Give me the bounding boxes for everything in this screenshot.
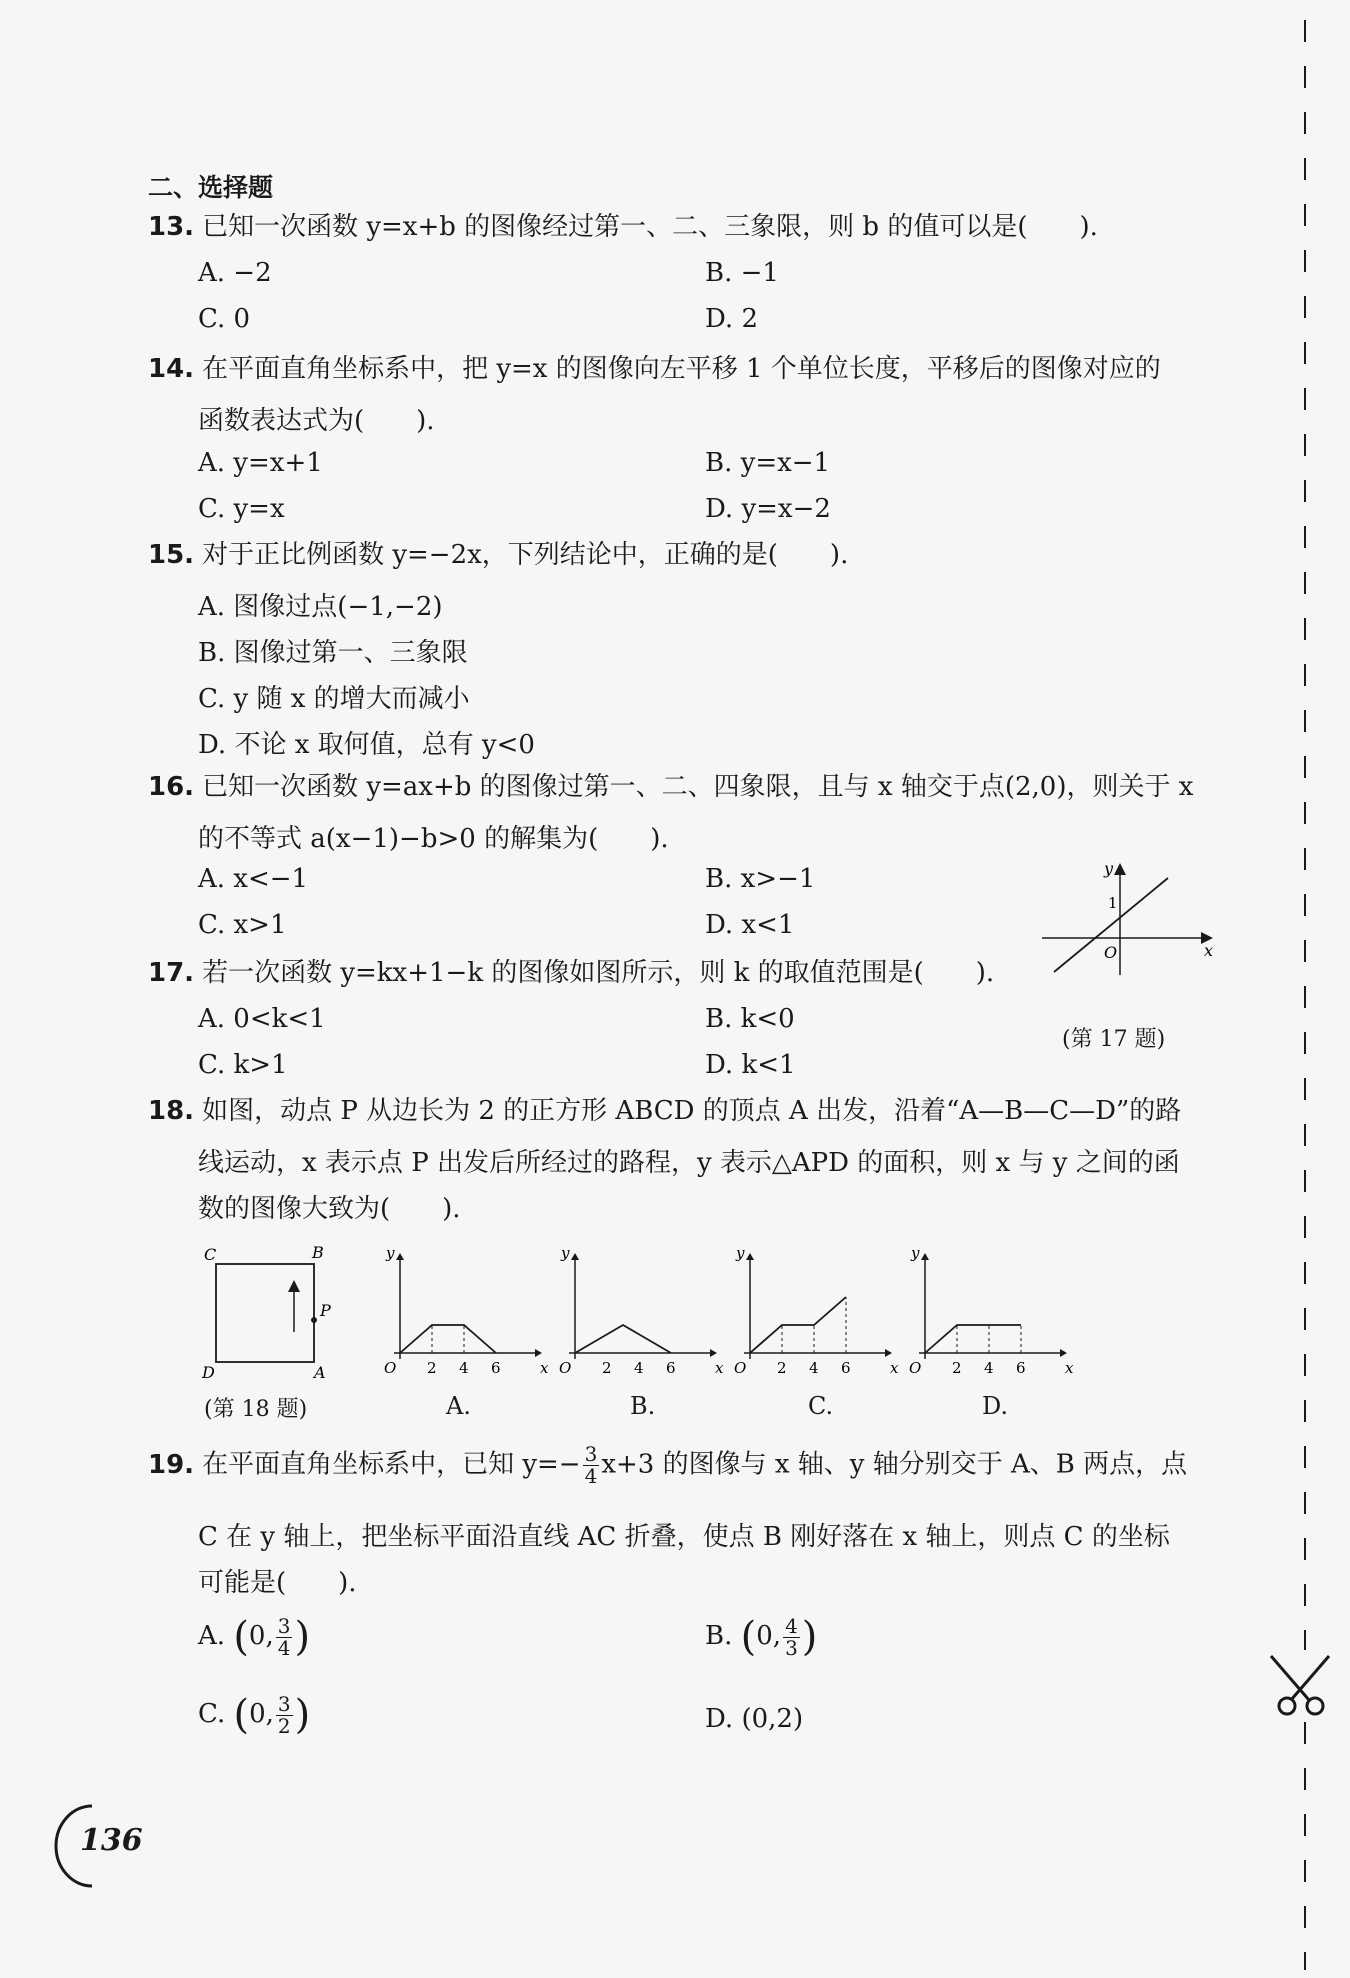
question-text-line3: 数的图像大致为( ). <box>198 1194 461 1224</box>
option-a: A. 0<k<1 <box>198 1004 326 1034</box>
denominator: 4 <box>277 1635 291 1660</box>
option-b: B. y=x−1 <box>705 448 831 478</box>
question-text-pre: 在平面直角坐标系中，已知 y=− <box>202 1449 581 1480</box>
option-value: 0, <box>756 1621 782 1651</box>
question-text-post: x+3 的图像与 x 轴、y 轴分别交于 A、B 两点，点 <box>601 1449 1188 1480</box>
x-axis-arrow <box>885 1349 892 1357</box>
option-d: D. 不论 x 取何值，总有 y<0 <box>198 730 535 760</box>
denominator: 3 <box>785 1635 798 1660</box>
tick-label: 6 <box>666 1359 676 1377</box>
option-b: B. (0, $\frac{4}{3}$ ) <box>705 1613 818 1660</box>
fraction <box>276 1613 293 1660</box>
x-axis-arrow <box>535 1349 542 1357</box>
tick-label: 6 <box>491 1359 501 1377</box>
origin-label: O <box>909 1359 922 1377</box>
q17-caption: (第 17 题) <box>1062 1027 1166 1052</box>
question-text: 对于正比例函数 y=−2x，下列结论中，正确的是( ). <box>202 540 849 570</box>
option-c: C. x>1 <box>198 910 287 940</box>
numerator: 3 <box>277 1613 291 1638</box>
option-a: A. (0, $\frac{3}{4}$ ) <box>198 1613 311 1660</box>
option-label: A. <box>198 1621 226 1651</box>
option-c: C. 0 <box>198 304 251 334</box>
question-number: 13. <box>148 212 195 242</box>
option-b: B. x>−1 <box>705 864 816 894</box>
question-number: 18. <box>148 1096 195 1126</box>
question-text-line2: 线运动，x 表示点 P 出发后所经过的路程，y 表示△APD 的面积，则 x 与 y 之间的函 <box>198 1148 1180 1178</box>
fraction <box>783 1613 800 1660</box>
x-label: x <box>1204 941 1214 960</box>
tick-label: 6 <box>841 1359 851 1377</box>
x-axis-label: x <box>715 1359 724 1377</box>
question-number: 16. <box>148 772 195 802</box>
point-p <box>311 1317 317 1323</box>
option-value: 0, <box>249 1699 274 1729</box>
option-value: 0, <box>248 1621 274 1651</box>
question-number: 14. <box>148 354 195 384</box>
label-d: D <box>202 1363 215 1380</box>
x-axis-label: x <box>890 1359 899 1377</box>
question-text-line2: 的不等式 a(x−1)−b>0 的解集为( ). <box>198 824 669 854</box>
x-axis-label: x <box>540 1359 549 1377</box>
tick-label: 4 <box>459 1359 469 1377</box>
function-graph <box>575 1325 671 1353</box>
question-number: 19. <box>148 1449 195 1480</box>
numerator: 3 <box>584 1442 598 1466</box>
question-text-line1: 已知一次函数 y=ax+b 的图像过第一、二、四象限，且与 x 轴交于点(2,0)，则关于 x <box>202 772 1194 802</box>
fraction <box>276 1691 293 1738</box>
x-axis-arrow <box>710 1349 717 1357</box>
q17-figure <box>1040 860 1220 980</box>
label-b: B <box>312 1243 324 1262</box>
option-b: B. −1 <box>705 258 779 288</box>
option-d: D. k<1 <box>705 1050 796 1080</box>
tick-label: 2 <box>777 1359 787 1377</box>
origin-label: O <box>559 1359 572 1377</box>
origin-label: O <box>734 1359 747 1377</box>
tick-label: 2 <box>952 1359 962 1377</box>
function-graph <box>925 1325 1021 1353</box>
option-label: C. <box>198 1699 226 1729</box>
y-label: y <box>1104 860 1114 878</box>
label-c: C <box>204 1245 217 1264</box>
question-text-line3: 可能是( ). <box>198 1568 357 1598</box>
question-text-line2: 函数表达式为( ). <box>198 406 435 436</box>
option-a: A. 图像过点(−1,−2) <box>198 592 443 622</box>
origin-label: O <box>1104 943 1118 962</box>
question-13 <box>148 212 1098 243</box>
square-abcd <box>216 1264 314 1362</box>
option-c: C. (0, $\frac{3}{2}$ ) <box>198 1691 311 1738</box>
y-axis-label: y <box>911 1244 920 1262</box>
y-axis-label: y <box>736 1244 745 1262</box>
x-axis-arrow <box>1060 1349 1067 1357</box>
q18-option-graphs <box>380 1240 1100 1380</box>
square-figure <box>198 1240 338 1380</box>
label-p: P <box>320 1301 331 1320</box>
question-number: 15. <box>148 540 195 570</box>
question-14 <box>148 354 1161 385</box>
option-a: A. y=x+1 <box>198 448 323 478</box>
section-title: 二、选择题 <box>148 173 274 202</box>
graph-label-c: C. <box>808 1392 834 1420</box>
option-d: D. (0,2) <box>705 1704 804 1734</box>
option-c: C. y=x <box>198 494 285 524</box>
page-number: 136 <box>80 1823 143 1858</box>
tick-label: 4 <box>984 1359 994 1377</box>
y-axis-label: y <box>561 1244 570 1262</box>
question-16 <box>148 772 1193 803</box>
tick-label: 4 <box>809 1359 819 1377</box>
x-axis-label: x <box>1065 1359 1074 1377</box>
question-text: 已知一次函数 y=x+b 的图像经过第一、二、三象限，则 b 的值可以是( ). <box>202 212 1098 242</box>
scissors-icon <box>1265 1650 1335 1720</box>
denominator: 4 <box>584 1464 598 1488</box>
option-label: B. <box>705 1621 733 1651</box>
question-text-line2: C 在 y 轴上，把坐标平面沿直线 AC 折叠，使点 B 刚好落在 x 轴上，则点 C 的坐标 <box>198 1522 1170 1552</box>
y-axis-label: y <box>386 1244 395 1262</box>
question-number: 17. <box>148 958 195 988</box>
question-17 <box>148 958 994 989</box>
label-a: A <box>314 1363 326 1380</box>
numerator: 4 <box>785 1613 798 1638</box>
one-label: 1 <box>1108 894 1118 912</box>
y-axis-arrow <box>396 1253 404 1260</box>
y-axis-arrow <box>746 1253 754 1260</box>
question-text-line1: 如图，动点 P 从边长为 2 的正方形 ABCD 的顶点 A 出发，沿着“A—B—C—D”的路 <box>202 1096 1182 1126</box>
function-graph <box>400 1325 496 1353</box>
option-a: A. x<−1 <box>198 864 309 894</box>
graph-label-a: A. <box>446 1392 471 1420</box>
option-b: B. 图像过第一、三象限 <box>198 638 468 668</box>
y-axis-arrow <box>921 1253 929 1260</box>
option-b: B. k<0 <box>705 1004 795 1034</box>
question-text: 若一次函数 y=kx+1−k 的图像如图所示，则 k 的取值范围是( ). <box>202 958 995 988</box>
option-d: D. x<1 <box>705 910 795 940</box>
option-c: C. k>1 <box>198 1050 288 1080</box>
question-19 <box>148 1444 1187 1487</box>
question-15 <box>148 540 848 571</box>
question-text-line1: 在平面直角坐标系中，把 y=x 的图像向左平移 1 个单位长度，平移后的图像对应的 <box>202 354 1161 384</box>
option-d: D. 2 <box>705 304 758 334</box>
origin-label: O <box>384 1359 397 1377</box>
tick-label: 2 <box>427 1359 437 1377</box>
tick-label: 6 <box>1016 1359 1026 1377</box>
function-graph <box>750 1297 846 1353</box>
question-18 <box>148 1096 1181 1127</box>
numerator: 3 <box>277 1691 291 1716</box>
option-d: D. y=x−2 <box>705 494 831 524</box>
option-c: C. y 随 x 的增大而减小 <box>198 684 470 714</box>
y-axis-arrow <box>571 1253 579 1260</box>
tick-label: 2 <box>602 1359 612 1377</box>
tick-label: 4 <box>634 1359 644 1377</box>
denominator: 2 <box>277 1713 291 1738</box>
graph-label-d: D. <box>982 1392 1009 1420</box>
option-a: A. −2 <box>198 258 272 288</box>
fraction <box>583 1444 600 1487</box>
q18-caption: (第 18 题) <box>204 1397 308 1422</box>
graph-label-b: B. <box>630 1392 656 1420</box>
